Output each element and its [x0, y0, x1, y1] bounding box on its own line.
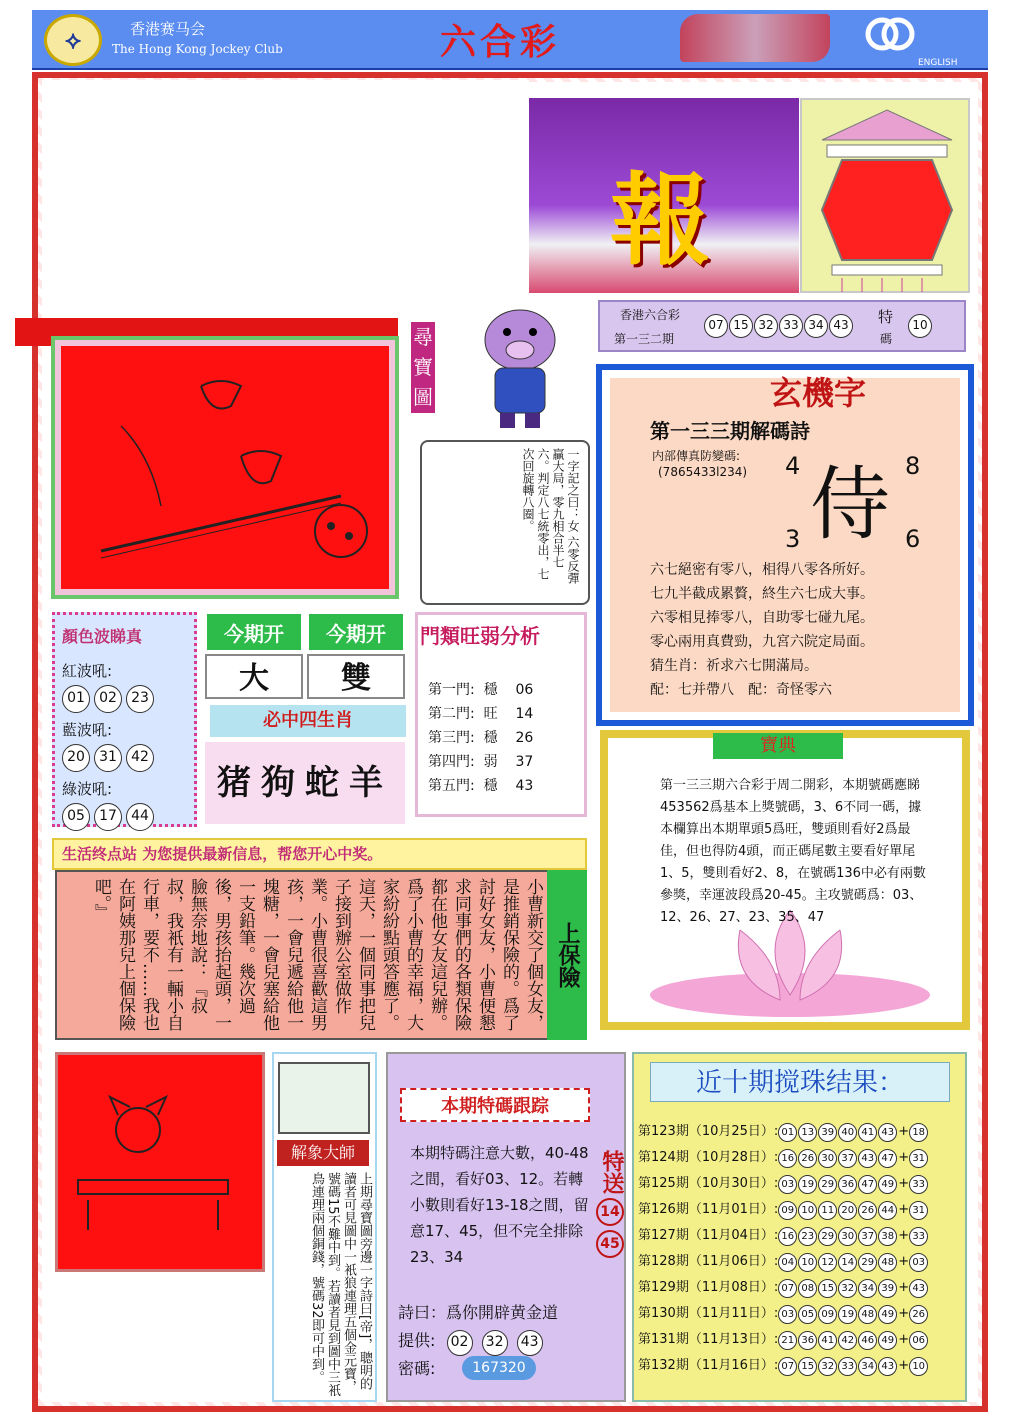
recent-result-row: [638, 1146, 963, 1172]
result-ball: 39: [818, 1123, 837, 1142]
result-ball: 37: [858, 1227, 877, 1246]
recent-issue: 第131期（11月13日）:: [638, 1332, 779, 1347]
blank-overlay: [42, 80, 529, 308]
last-draw-result: [598, 300, 966, 352]
this-period-boxes: [205, 612, 405, 702]
wave-ball: 44: [126, 803, 154, 831]
corner-number-bottom-left: 3: [785, 525, 801, 553]
special-result-ball: 31: [909, 1201, 928, 1220]
result-ball: 46: [858, 1331, 877, 1350]
result-ball: 16: [778, 1227, 797, 1246]
result-ball: 30: [838, 1227, 857, 1246]
interpretation-text: 上期尋寶圖旁邊一字詩曰[帝]，聰明的讀者可見圖中一衹狼連理五個金元寶，號碼15不難中到。若讀者見到圖中三衹鳥連理兩個銅錢，號碼32即可中到。: [309, 1172, 372, 1397]
wave-ball: 20: [62, 744, 90, 772]
recent-results-title: 近十期搅珠结果：: [650, 1062, 950, 1102]
plus-sign: +: [898, 1358, 910, 1373]
result-ball: 23: [798, 1227, 817, 1246]
four-zodiac-title: 必中四生肖: [210, 705, 406, 737]
special-gift: [596, 1150, 624, 1258]
poem-line: 配：七并帶八 配：奇怪零六: [650, 682, 832, 698]
recent-results-table: [638, 1120, 963, 1380]
result-ball: 49: [878, 1175, 897, 1194]
door-number: 14: [515, 706, 534, 722]
racing-horses-image: [680, 14, 830, 62]
door-analysis-title: 門類旺弱分析: [420, 624, 540, 648]
plus-sign: +: [898, 1228, 910, 1243]
result-ball: 08: [798, 1279, 817, 1298]
fax-label: 内部傳真防變碼:: [652, 449, 741, 463]
result-ball: 32: [838, 1279, 857, 1298]
result-ball: 19: [838, 1305, 857, 1324]
result-ball: 07: [778, 1279, 797, 1298]
door-number: 43: [515, 778, 534, 794]
door-row: [428, 726, 533, 750]
red-wave-balls: [62, 685, 192, 713]
recent-issue: 第129期（11月08日）:: [638, 1280, 779, 1295]
door-name: 第一門:: [428, 682, 475, 698]
provide-label: 提供:: [398, 1331, 436, 1350]
green-wave-balls: [62, 803, 192, 831]
english-link[interactable]: ENGLISH: [918, 58, 958, 68]
recent-issue: 第128期（11月06日）:: [638, 1254, 779, 1269]
result-ball: 47: [878, 1149, 897, 1168]
poem-line: 六零相見捧零八，自助零七碰九尾。: [650, 610, 874, 626]
result-ball: 47: [858, 1175, 877, 1194]
org-name-cn: 香港赛马会: [130, 20, 206, 38]
color-wave-groups: [62, 660, 192, 831]
blue-wave-label: 藍波吼:: [62, 721, 113, 739]
org-name-en: The Hong Kong Jockey Club: [112, 42, 283, 56]
result-ball: 34: [858, 1357, 877, 1376]
special-result-ball: 33: [909, 1227, 928, 1246]
poem-line: 六七絕密有零八，相得八零各所好。: [650, 562, 874, 578]
pig-mascot-image: [460, 300, 580, 430]
special-result-ball: 26: [909, 1305, 928, 1324]
plus-sign: +: [898, 1124, 910, 1139]
result-ball: 20: [838, 1201, 857, 1220]
wave-ball: 31: [94, 744, 122, 772]
provide-ball: 02: [447, 1330, 473, 1356]
fox-cartoon-image: [55, 1052, 265, 1272]
poem-line: 零心兩用真費勁，九宮六院定局面。: [650, 634, 874, 650]
recent-result-row: [638, 1224, 963, 1250]
result-ball: 16: [778, 1149, 797, 1168]
result-ball: 19: [798, 1175, 817, 1194]
recent-issue: 第123期（10月25日）:: [638, 1124, 779, 1139]
special-gift-label: 特送: [599, 1150, 624, 1194]
poem-line: 七九半截成累贅，終生六七成大事。: [650, 586, 874, 602]
special-result-ball: 06: [909, 1331, 928, 1350]
bao-character: 報: [610, 161, 710, 279]
result-ball: 26: [798, 1149, 817, 1168]
plus-sign: +: [898, 1306, 910, 1321]
result-ball: 48: [878, 1253, 897, 1272]
special-number: 10: [908, 314, 932, 338]
door-analysis-rows: [428, 678, 533, 798]
story-title: 上保險: [547, 870, 587, 1040]
result-ball: 21: [778, 1331, 797, 1350]
recent-issue: 第127期（11月04日）:: [638, 1228, 779, 1243]
door-row: [428, 702, 533, 726]
mystery-character-title: 玄機字: [770, 374, 867, 412]
recent-issue: 第124期（10月28日）:: [638, 1150, 779, 1165]
mark-six-logo-icon: [860, 14, 920, 54]
draw-number-ball: 07: [704, 314, 728, 338]
door-state: 穩: [483, 778, 498, 794]
result-ball: 42: [838, 1331, 857, 1350]
door-number: 06: [515, 682, 534, 698]
corner-number-bottom-right: 6: [905, 525, 921, 553]
result-ball: 44: [878, 1201, 897, 1220]
recent-result-row: [638, 1328, 963, 1354]
door-row: [428, 678, 533, 702]
recent-result-row: [638, 1198, 963, 1224]
plus-sign: +: [898, 1280, 910, 1295]
recent-issue: 第125期（10月30日）:: [638, 1176, 779, 1191]
draw-number-ball: 33: [779, 314, 803, 338]
recent-issue: 第132期（11月16日）:: [638, 1358, 779, 1373]
draw-numbers: [704, 314, 854, 338]
special-gift-ball: 45: [596, 1230, 624, 1258]
special-tracking-text: 本期特碼注意大數，40-48之間，看好03、12。若轉小數則看好13-18之間，留意17、45，但不完全排除23、34: [410, 1144, 589, 1266]
draw-number-ball: 34: [804, 314, 828, 338]
wave-ball: 05: [62, 803, 90, 831]
recent-result-row: [638, 1302, 963, 1328]
info-banner: 生活终点站 为您提供最新信息，帮您开心中奖。: [52, 838, 587, 870]
result-ball: 41: [858, 1123, 877, 1142]
recent-result-row: [638, 1250, 963, 1276]
plus-sign: +: [898, 1332, 910, 1347]
result-ball: 40: [838, 1123, 857, 1142]
color-wave-title: 顏色波睇真: [62, 627, 143, 646]
result-ball: 05: [798, 1305, 817, 1324]
result-ball: 07: [778, 1357, 797, 1376]
door-number: 26: [515, 730, 534, 746]
draw-issue: 第一三二期: [614, 332, 675, 346]
result-ball: 13: [798, 1123, 817, 1142]
big-small-value: 大: [205, 654, 303, 699]
plus-sign: +: [898, 1150, 910, 1165]
door-name: 第二門:: [428, 706, 475, 722]
wave-ball: 17: [94, 803, 122, 831]
result-ball: 41: [818, 1331, 837, 1350]
special-result-ball: 31: [909, 1149, 928, 1168]
scroll-poem-text: 一字記之曰：女 六零反彈贏大局，零九相合半七六。判定八七統零出，七次回旋轉八圈。: [521, 448, 580, 584]
plus-sign: +: [898, 1254, 910, 1269]
plus-sign: +: [898, 1202, 910, 1217]
draw-label: 香港六合彩: [620, 308, 681, 322]
result-ball: 09: [818, 1305, 837, 1324]
result-ball: 29: [818, 1227, 837, 1246]
treasure-guide-title: 寶典: [713, 733, 843, 759]
result-ball: 29: [858, 1253, 877, 1272]
result-ball: 01: [778, 1123, 797, 1142]
provide-ball: 43: [517, 1330, 543, 1356]
special-result-ball: 18: [909, 1123, 928, 1142]
result-ball: 30: [818, 1149, 837, 1168]
red-wave-label: 紅波吼:: [62, 662, 113, 680]
special-label-1: 特: [878, 308, 894, 326]
door-row: [428, 774, 533, 798]
result-ball: 26: [858, 1201, 877, 1220]
door-name: 第三門:: [428, 730, 475, 746]
door-name: 第四門:: [428, 754, 475, 770]
result-ball: 12: [818, 1253, 837, 1272]
code-value: 167320: [462, 1356, 536, 1380]
draw-number-ball: 43: [829, 314, 853, 338]
result-ball: 03: [778, 1175, 797, 1194]
result-ball: 03: [778, 1305, 797, 1324]
result-ball: 48: [858, 1305, 877, 1324]
draw-number-ball: 32: [754, 314, 778, 338]
wave-ball: 23: [126, 685, 154, 713]
special-tracking-title: 本期特碼跟踪: [400, 1088, 590, 1122]
code-label: 密碼:: [398, 1359, 436, 1378]
special-result-ball: 10: [909, 1357, 928, 1376]
blue-wave-balls: [62, 744, 192, 772]
result-ball: 33: [838, 1357, 857, 1376]
provide-row: [398, 1328, 547, 1356]
plus-sign: +: [898, 1176, 910, 1191]
recent-result-row: [638, 1354, 963, 1380]
recent-result-row: [638, 1120, 963, 1146]
poem-line: 猜生肖：祈求六七開滿局。: [650, 658, 818, 674]
decode-poem-title: 第一三三期解碼詩: [650, 419, 810, 443]
door-number: 37: [515, 754, 534, 770]
result-ball: 39: [878, 1279, 897, 1298]
wave-ball: 02: [94, 685, 122, 713]
odd-even-value: 雙: [307, 654, 405, 699]
story-text: 小曹新交了個女友，是推銷保險的。爲了討好女友，小曹便懇求同事們的各類保險都在他女友這兒辦。爲了小曹的幸福，大家紛紛點頭答應了。這天，一個同事把兒子接到辦公室做作業。小曹很喜歡這男孩，一會兒遞給他一塊糖，一會兒塞給他一支鉛筆。幾次過後，男孩抬起頭，一臉無奈地說：『叔叔，我衹有一輛小自行車，要不……我也在阿姨那兒上個保險吧。』: [91, 878, 543, 1031]
handshake-image: [278, 1062, 370, 1134]
special-result-ball: 33: [909, 1175, 928, 1194]
recent-issue: 第130期（11月11日）:: [638, 1306, 779, 1321]
recent-result-row: [638, 1276, 963, 1302]
result-ball: 49: [878, 1331, 897, 1350]
result-ball: 32: [818, 1357, 837, 1376]
lantern-image: [800, 98, 970, 293]
result-ball: 09: [778, 1201, 797, 1220]
wave-ball: 01: [62, 685, 90, 713]
door-name: 第五門:: [428, 778, 475, 794]
special-gift-ball: 14: [596, 1198, 624, 1226]
special-result-ball: 03: [909, 1253, 928, 1272]
result-ball: 04: [778, 1253, 797, 1272]
door-state: 穩: [483, 682, 498, 698]
result-ball: 10: [798, 1253, 817, 1272]
draw-number-ball: 15: [729, 314, 753, 338]
treasure-map-image: [55, 340, 395, 595]
result-ball: 37: [838, 1149, 857, 1168]
result-ball: 15: [798, 1357, 817, 1376]
treasure-guide-text: 第一三三期六合彩于周二開彩，本期號碼應睇453562爲基本上獎號碼，3、6不同一碼，據本欄算出本期單頭5爲旺，雙頭則看好2爲最佳，但也得防4頭，而正碼尾數主要看好單尾1、5，雙則看好2、8，在號碼136中必有兩數參獎，幸運波段爲20-45。主攻號碼爲：03、12、26、27、23、35、47: [660, 778, 926, 925]
page-title: 六合彩: [440, 22, 561, 63]
interpretation-title: 解象大師: [277, 1140, 369, 1166]
result-ball: 15: [818, 1279, 837, 1298]
decode-poem-lines: [650, 558, 960, 702]
door-state: 旺: [483, 706, 498, 722]
corner-number-top-right: 8: [905, 452, 921, 480]
treasure-map-label: 尋寶圖: [409, 320, 437, 415]
special-label-2: 碼: [880, 332, 893, 346]
this-period-head: 今期开: [307, 612, 405, 652]
mystery-character: 侍: [810, 458, 890, 551]
result-ball: 38: [878, 1227, 897, 1246]
golden-path-poem: 詩曰：爲你開辟黄金道: [398, 1303, 559, 1322]
this-period-head: 今期开: [205, 612, 303, 652]
result-ball: 36: [798, 1331, 817, 1350]
recent-result-row: [638, 1172, 963, 1198]
door-row: [428, 750, 533, 774]
corner-number-top-left: 4: [785, 452, 801, 480]
result-ball: 43: [878, 1123, 897, 1142]
result-ball: 10: [798, 1201, 817, 1220]
fax-number: (7865433l234): [658, 465, 748, 479]
result-ball: 11: [818, 1201, 837, 1220]
recent-issue: 第126期（11月01日）:: [638, 1202, 779, 1217]
door-state: 穩: [483, 730, 498, 746]
result-ball: 36: [838, 1175, 857, 1194]
result-ball: 49: [878, 1305, 897, 1324]
result-ball: 43: [858, 1149, 877, 1168]
result-ball: 14: [838, 1253, 857, 1272]
result-ball: 34: [858, 1279, 877, 1298]
special-result-ball: 43: [909, 1279, 928, 1298]
door-state: 弱: [483, 754, 498, 770]
result-ball: 43: [878, 1357, 897, 1376]
provide-ball: 32: [482, 1330, 508, 1356]
jockey-club-logo[interactable]: ⟡: [44, 14, 102, 66]
wave-ball: 42: [126, 744, 154, 772]
green-wave-label: 綠波吼:: [62, 780, 113, 798]
four-zodiac-animals: 猪狗蛇羊: [205, 742, 405, 824]
result-ball: 29: [818, 1175, 837, 1194]
